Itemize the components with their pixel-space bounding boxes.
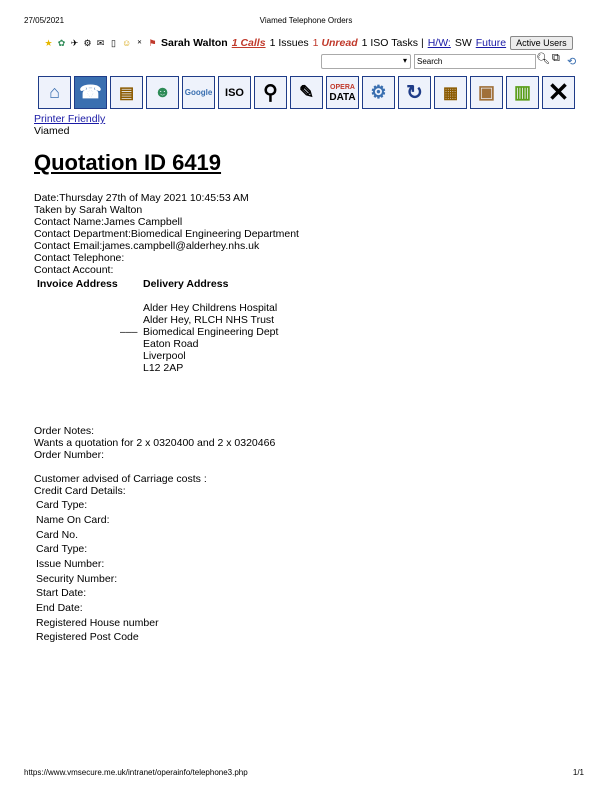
quote-date: Date:Thursday 27th of May 2021 10:45:53 AM [34, 192, 249, 204]
order-notes: Wants a quotation for 2 x 0320400 and 2 x 0320466 [34, 437, 276, 449]
contact-account: Contact Account: [34, 264, 114, 276]
cash-register-icon[interactable]: ▤ [110, 76, 143, 109]
calls-link[interactable]: 1 Calls [231, 37, 266, 49]
card-field: Name On Card: [36, 514, 110, 526]
gear-green-icon[interactable]: ✿ [57, 37, 66, 48]
taken-by: Taken by Sarah Walton [34, 204, 143, 216]
card-field: Registered Post Code [36, 631, 139, 643]
chevron-down-icon: ▾ [402, 56, 407, 65]
plane-icon[interactable]: ✈ [70, 37, 79, 48]
user-name: Sarah Walton [161, 37, 228, 49]
unread-count: 1 [312, 37, 319, 49]
document-icon[interactable]: ▯ [111, 37, 116, 48]
card-field: Issue Number: [36, 558, 105, 570]
smiley-icon[interactable]: ☺ [122, 37, 132, 48]
company-name: Viamed [34, 125, 70, 137]
carriage-note: Customer advised of Carriage costs : [34, 473, 207, 485]
search-input[interactable]: Search [414, 54, 536, 69]
close-icon[interactable]: ✕ [542, 76, 575, 109]
opera-label: OPERA [330, 83, 355, 91]
star-icon[interactable]: ★ [44, 37, 53, 48]
users-icon[interactable]: ☻ [146, 76, 179, 109]
phone-icon[interactable]: ☎ [74, 76, 107, 109]
delivery-line: Alder Hey, RLCH NHS Trust [143, 314, 275, 326]
invoice-address-empty: ––– [120, 326, 138, 338]
delivery-line: Alder Hey Childrens Hospital [143, 302, 278, 314]
contact-email: Contact Email:james.campbell@alderhey.nhs.uk [34, 240, 260, 252]
card-field: Start Date: [36, 587, 87, 599]
boxes-icon[interactable]: ▦ [434, 76, 467, 109]
flag-icon[interactable]: ⚑ [148, 37, 157, 48]
opera-data-icon[interactable] [326, 76, 359, 109]
print-title: Viamed Telephone Orders [259, 16, 353, 25]
refresh-small-icon[interactable]: ⟲ [567, 56, 577, 68]
delivery-address-header: Delivery Address [143, 278, 229, 290]
active-users-button[interactable]: Active Users [510, 36, 573, 50]
issues-count: 1 Issues [269, 37, 309, 49]
package-icon[interactable]: ▣ [470, 76, 503, 109]
gears-icon[interactable]: ⚙ [362, 76, 395, 109]
contact-department: Contact Department:Biomedical Engineering Department [34, 228, 299, 240]
sw-label: SW [454, 37, 472, 49]
card-field: Security Number: [36, 573, 118, 585]
card-field: End Date: [36, 602, 83, 614]
contact-name: Contact Name:James Campbell [34, 216, 183, 228]
iso-icon[interactable]: ISO [218, 76, 251, 109]
network-icon[interactable]: ⚙ [83, 37, 92, 48]
iso-tasks: 1 ISO Tasks | [361, 37, 424, 49]
footer-url: https://www.vmsecure.me.uk/intranet/operainfo/telephone3.php [24, 768, 248, 777]
key-icon[interactable]: 🔍︎ [536, 53, 550, 65]
card-field: Card Type: [36, 499, 88, 511]
card-details-label: Credit Card Details: [34, 485, 126, 497]
book-icon[interactable]: ▥ [506, 76, 539, 109]
printer-friendly-link[interactable]: Printer Friendly [34, 113, 106, 125]
external-link-icon[interactable]: ⧉ [552, 52, 560, 64]
magnifier-icon[interactable]: ⚲ [254, 76, 287, 109]
order-notes-label: Order Notes: [34, 425, 95, 437]
page-title: Quotation ID 6419 [34, 150, 222, 175]
google-icon[interactable]: Google [182, 76, 215, 109]
delivery-line: Biomedical Engineering Dept [143, 326, 279, 338]
home-icon[interactable]: ⌂ [38, 76, 71, 109]
status-bar [44, 36, 573, 50]
delivery-line: Liverpool [143, 350, 186, 362]
card-field: Card Type: [36, 543, 88, 555]
invoice-address-header: Invoice Address [37, 278, 118, 290]
mail-icon[interactable]: ✉ [96, 37, 105, 48]
card-field: Card No. [36, 529, 79, 541]
dot-icon[interactable]: ✕ [136, 39, 143, 46]
data-label: DATA [329, 91, 356, 103]
print-date: 27/05/2021 [24, 16, 65, 25]
hw-link[interactable]: H/W: [427, 37, 451, 49]
filter-select[interactable] [321, 54, 411, 69]
refresh-icon[interactable]: ↻ [398, 76, 431, 109]
delivery-line: L12 2AP [143, 362, 184, 374]
toolbar [38, 76, 575, 109]
unread-label[interactable]: Unread [321, 37, 358, 49]
delivery-line: Eaton Road [143, 338, 199, 350]
edit-icon[interactable]: ✎ [290, 76, 323, 109]
page-number: 1/1 [572, 768, 584, 777]
future-link[interactable]: Future [475, 37, 507, 49]
card-field: Registered House number [36, 617, 159, 629]
contact-telephone: Contact Telephone: [34, 252, 125, 264]
order-number-label: Order Number: [34, 449, 105, 461]
